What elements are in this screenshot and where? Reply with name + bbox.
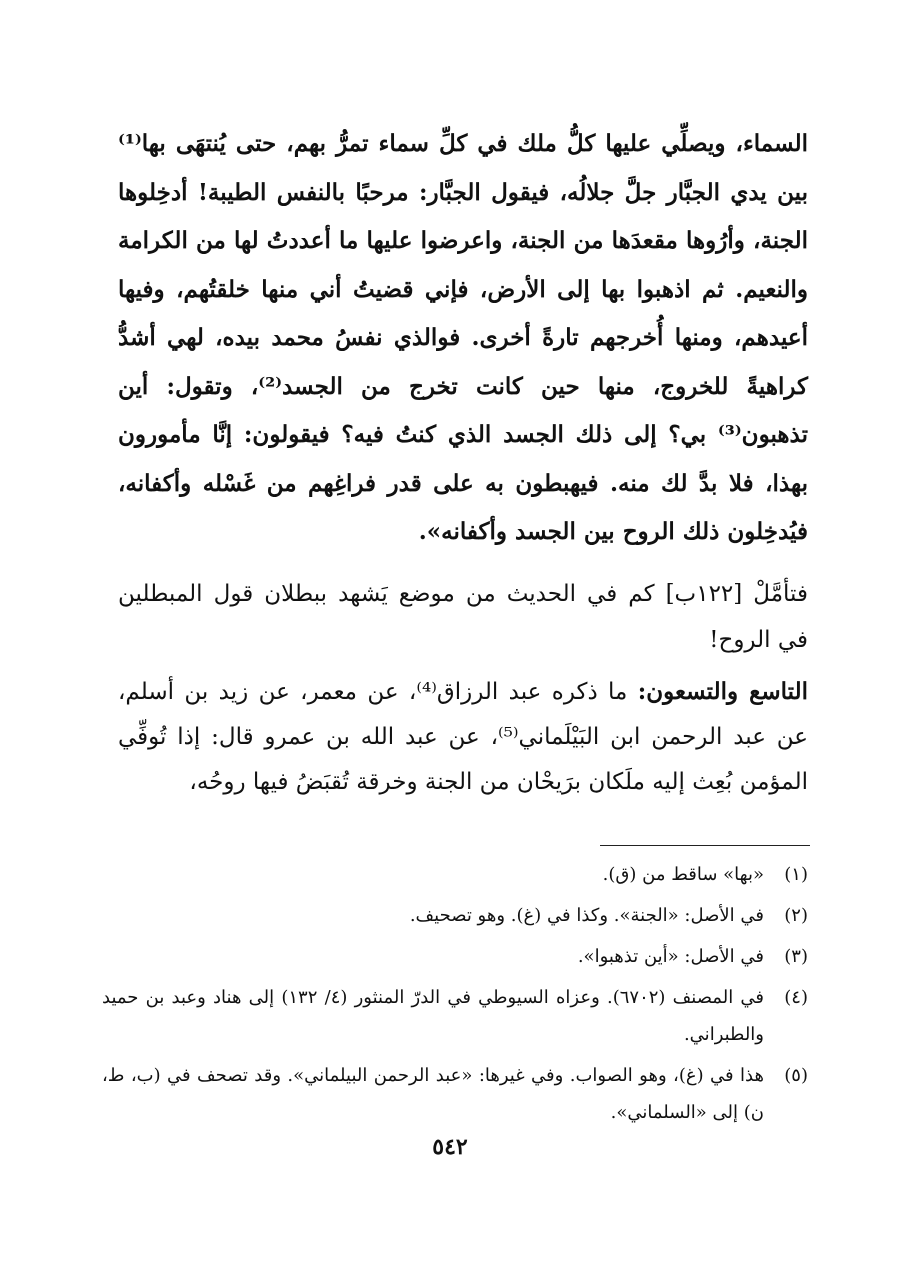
footnote-text: هذا في (غ)، وهو الصواب. وفي غيرها: «عبد الرحمن البيلماني». وقد تصحف في (ب، ط، ن) إلى «السلماني». xyxy=(102,1065,764,1123)
paragraph-3 xyxy=(118,669,808,805)
footnote-number: (٣) xyxy=(784,946,808,967)
footnote xyxy=(102,1057,808,1131)
paragraph-2: فتأمَّلْ [١٢٢ب] كم في الحديث من موضع يَشهد ببطلان قول المبطلين في الروح! xyxy=(118,580,808,653)
footnote-number: (٥) xyxy=(784,1065,808,1086)
footnote-number: (٢) xyxy=(784,905,808,926)
footnote xyxy=(102,979,808,1053)
footnote xyxy=(102,938,808,975)
footnote-text: في الأصل: «أين تذهبوا». xyxy=(577,946,764,967)
footnotes xyxy=(102,856,808,1135)
footnote xyxy=(102,856,808,893)
main-text xyxy=(118,120,808,805)
footnote-text: في الأصل: «الجنة». وكذا في (غ). وهو تصحيف. xyxy=(409,905,764,926)
footnote xyxy=(102,897,808,934)
paragraph-1: السماء، ويصلِّي عليها كلُّ ملك في كلِّ سماء تمرُّ بهم، حتى يُنتهَى بها⁽¹⁾ بين يدي الجبَّار جلَّ جلالُه، فيقول الجبَّار: مرحبًا بالنفس الطيبة! أدخِلوها الجنة، وأرُوها مقعدَها من الجنة، واعرضوا عليها ما أعددتُ لها من الكرامة والنعيم. ثم اذهبوا بها إلى الأرض، فإني قضيتُ أني منها خلقتُهم، وفيها أعيدهم، ومنها أُخرجهم تارةً أخرى. فوالذي نفسُ محمد بيده، لهي أشدُّ كراهيةً للخروج، منها حين كانت تخرج من الجسد⁽²⁾، وتقول: أين تذهبون⁽³⁾ بي؟ إلى ذلك الجسد الذي كنتُ فيه؟ فيقولون: إنَّا مأمورون بهذا، فلا بدَّ لك منه. فيهبطون به على قدر فراغِهم من غَسْله وأكفانه، فيُدخِلون ذلك الروح بين الجسد وأكفانه». xyxy=(118,130,808,545)
paragraph-3-lead: التاسع والتسعون: xyxy=(637,677,808,705)
page-number: ٥٤٢ xyxy=(432,1134,468,1160)
paragraph-3-text: ما ذكره عبد الرزاق⁽⁴⁾، عن معمر، عن زيد بن أسلم، عن عبد الرحمن ابن البَيْلَماني⁽⁵⁾، عن عبد الله بن عمرو قال: إذا تُوفِّي المؤمن بُعِث إليه ملَكان برَيحْان من الجنة وخرقة تُقبَضُ فيها روحُه، xyxy=(118,678,808,795)
footnote-number: (١) xyxy=(784,864,808,885)
footnote-number: (٤) xyxy=(784,987,808,1008)
footnote-text: في المصنف (٦٧٠٢). وعزاه السيوطي في الدرّ المنثور (٤/ ١٣٢) إلى هناد وعبد بن حميد والطبراني. xyxy=(102,987,765,1045)
footnote-separator xyxy=(600,845,810,846)
footnote-text: «بها» ساقط من (ق). xyxy=(602,864,764,885)
